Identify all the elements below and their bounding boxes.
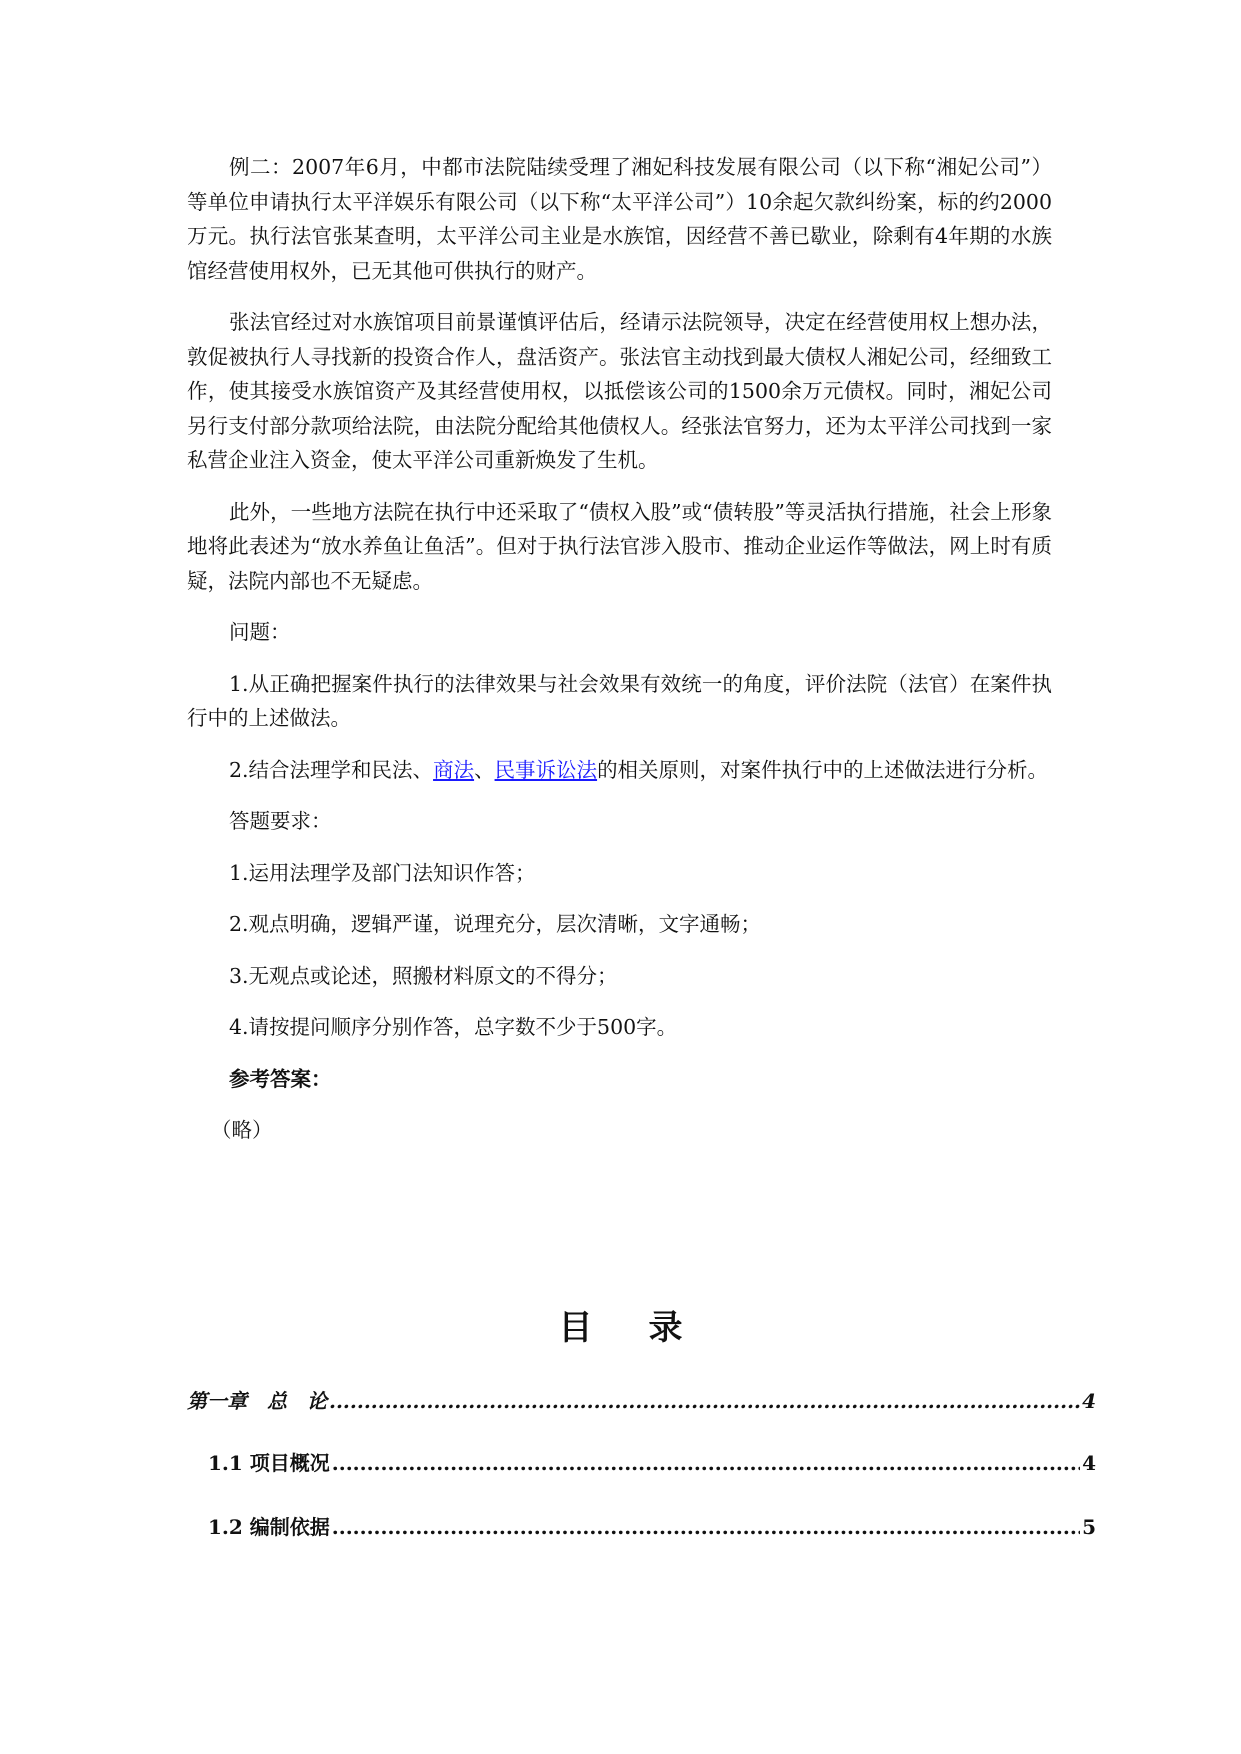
toc-title: 目录 [558,1308,739,1348]
toc-entry-chapter-1[interactable] [187,1385,1096,1414]
case-paragraph-3: 此外，一些地方法院在执行中还采取了“债权入股”或“债转股”等灵活执行措施，社会上形象地将此表述为“放水养鱼让鱼活”。但对于执行法官涉入股市、推动企业运作等做法，网上时有质疑，法院内部也不无疑虑。 [187,499,1052,593]
question-2-separator: 、 [474,757,495,782]
question-2-prefix: 2.结合法理学和民法、 [229,757,434,782]
toc-entry-page: 4 [1082,1389,1096,1413]
case-paragraph-1: 例二：2007年6月，中都市法院陆续受理了湘妃科技发展有限公司（以下称“湘妃公司”）等单位申请执行太平洋娱乐有限公司（以下称“太平洋公司”）10余起欠款纠纷案，标的约2000万元。执行法官张某查明，太平洋公司主业是水族馆，因经营不善已歇业，除剩有4年期的水族馆经营使用权外，已无其他可供执行的财产。 [187,155,1052,283]
commercial-law-link[interactable]: 商法 [433,757,475,782]
toc-entry-label: 第一章 总 论 [187,1389,327,1413]
toc-leader-dots [329,1389,1080,1413]
toc-leader-dots [332,1451,1080,1475]
question-1: 1.从正确把握案件执行的法律效果与社会效果有效统一的角度，评价法院（法官）在案件执行中的上述做法。 [187,671,1052,730]
toc-leader-dots [332,1515,1080,1539]
civil-procedure-law-link[interactable]: 民事诉讼法 [494,757,598,782]
requirement-4: 4.请按提问顺序分别作答，总字数不少于500字。 [229,1015,678,1039]
toc-entry-label: 1.1 项目概况 [208,1451,330,1475]
requirements-label: 答题要求： [229,809,332,833]
questions-label: 问题： [229,620,291,644]
requirement-1: 1.运用法理学及部门法知识作答； [229,860,536,885]
case-paragraph-2: 张法官经过对水族馆项目前景谨慎评估后，经请示法院领导，决定在经营使用权上想办法，敦促被执行人寻找新的投资合作人，盘活资产。张法官主动找到最大债权人湘妃公司，经细致工作，使其接受水族馆资产及其经营使用权，以抵偿该公司的1500余万元债权。同时，湘妃公司另行支付部分款项给法院，由法院分配给其他债权人。经张法官努力，还为太平洋公司找到一家私营企业注入资金，使太平洋公司重新焕发了生机。 [187,310,1052,472]
toc-entry-page: 5 [1082,1515,1096,1539]
question-2 [187,753,1052,788]
reference-answer-text: （略） [211,1118,273,1142]
requirement-2: 2.观点明确，逻辑严谨，说理充分，层次清晰，文字通畅； [229,912,762,936]
toc-entry-page: 4 [1082,1451,1096,1475]
toc-entry-1-2[interactable] [208,1511,1096,1540]
question-2-suffix: 的相关原则，对案件执行中的上述做法进行分析。 [597,757,1049,782]
document-body [187,150,1052,1148]
reference-answer-label: 参考答案： [229,1066,332,1091]
requirement-3: 3.无观点或论述，照搬材料原文的不得分； [229,963,618,988]
toc-entry-label: 1.2 编制依据 [208,1515,330,1539]
toc-entry-1-1[interactable] [208,1447,1096,1476]
